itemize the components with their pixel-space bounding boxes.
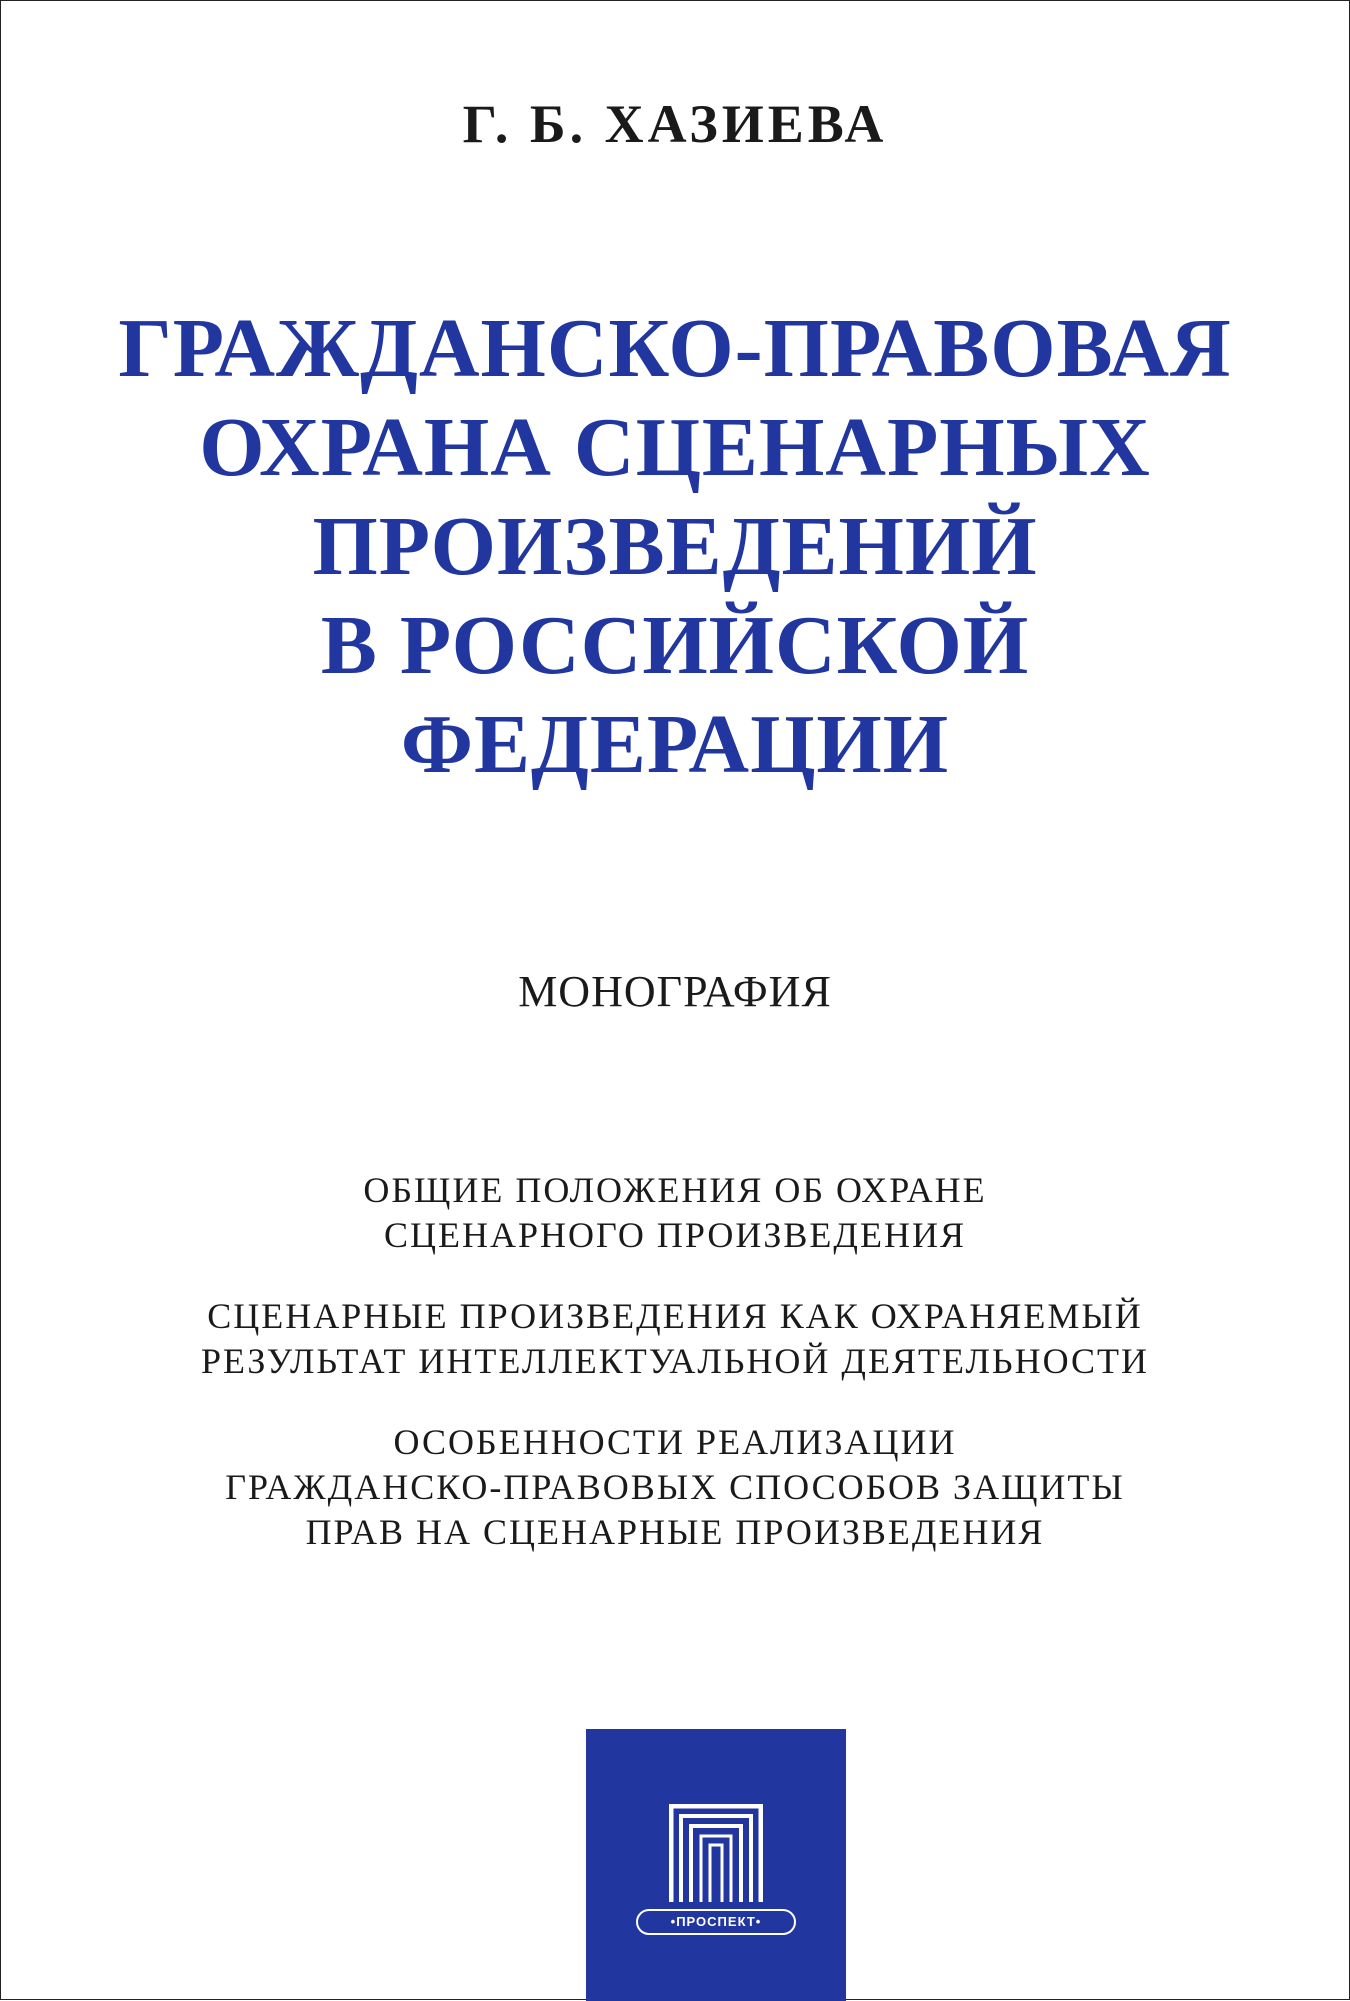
- title-line: ОХРАНА СЦЕНАРНЫХ: [199, 401, 1151, 494]
- topic-item: [1, 1168, 1349, 1258]
- book-title: [1, 299, 1349, 794]
- topic-line: РЕЗУЛЬТАТ ИНТЕЛЛЕКТУАЛЬНОЙ ДЕЯТЕЛЬНОСТИ: [200, 1341, 1150, 1381]
- topic-line: ОСОБЕННОСТИ РЕАЛИЗАЦИИ: [393, 1422, 957, 1462]
- title-line: ПРОИЗВЕДЕНИЙ: [312, 500, 1038, 593]
- topic-line: ОБЩИЕ ПОЛОЖЕНИЯ ОБ ОХРАНЕ: [363, 1170, 987, 1210]
- topic-line: ГРАЖДАНСКО-ПРАВОВЫХ СПОСОБОВ ЗАЩИТЫ: [225, 1467, 1125, 1507]
- author-name: Г. Б. ХАЗИЕВА: [462, 94, 888, 154]
- genre-label: МОНОГРАФИЯ: [518, 967, 832, 1016]
- topic-line: СЦЕНАРНЫЕ ПРОИЗВЕДЕНИЯ КАК ОХРАНЯЕМЫЙ: [207, 1296, 1143, 1336]
- topic-item: [1, 1420, 1349, 1555]
- title-line: ФЕДЕРАЦИИ: [400, 698, 950, 791]
- title-line: ГРАЖДАНСКО-ПРАВОВАЯ: [118, 302, 1232, 395]
- topics-list: [1, 1168, 1349, 1591]
- title-line: В РОССИЙСКОЙ: [320, 599, 1030, 692]
- publisher-block: [586, 1729, 846, 2001]
- publisher-name: •ПРОСПЕКТ•: [636, 1909, 796, 1935]
- publisher-gate-icon: [669, 1804, 763, 1904]
- topic-line: СЦЕНАРНОГО ПРОИЗВЕДЕНИЯ: [384, 1215, 966, 1255]
- topic-line: ПРАВ НА СЦЕНАРНЫЕ ПРОИЗВЕДЕНИЯ: [305, 1512, 1045, 1552]
- topic-item: [1, 1294, 1349, 1384]
